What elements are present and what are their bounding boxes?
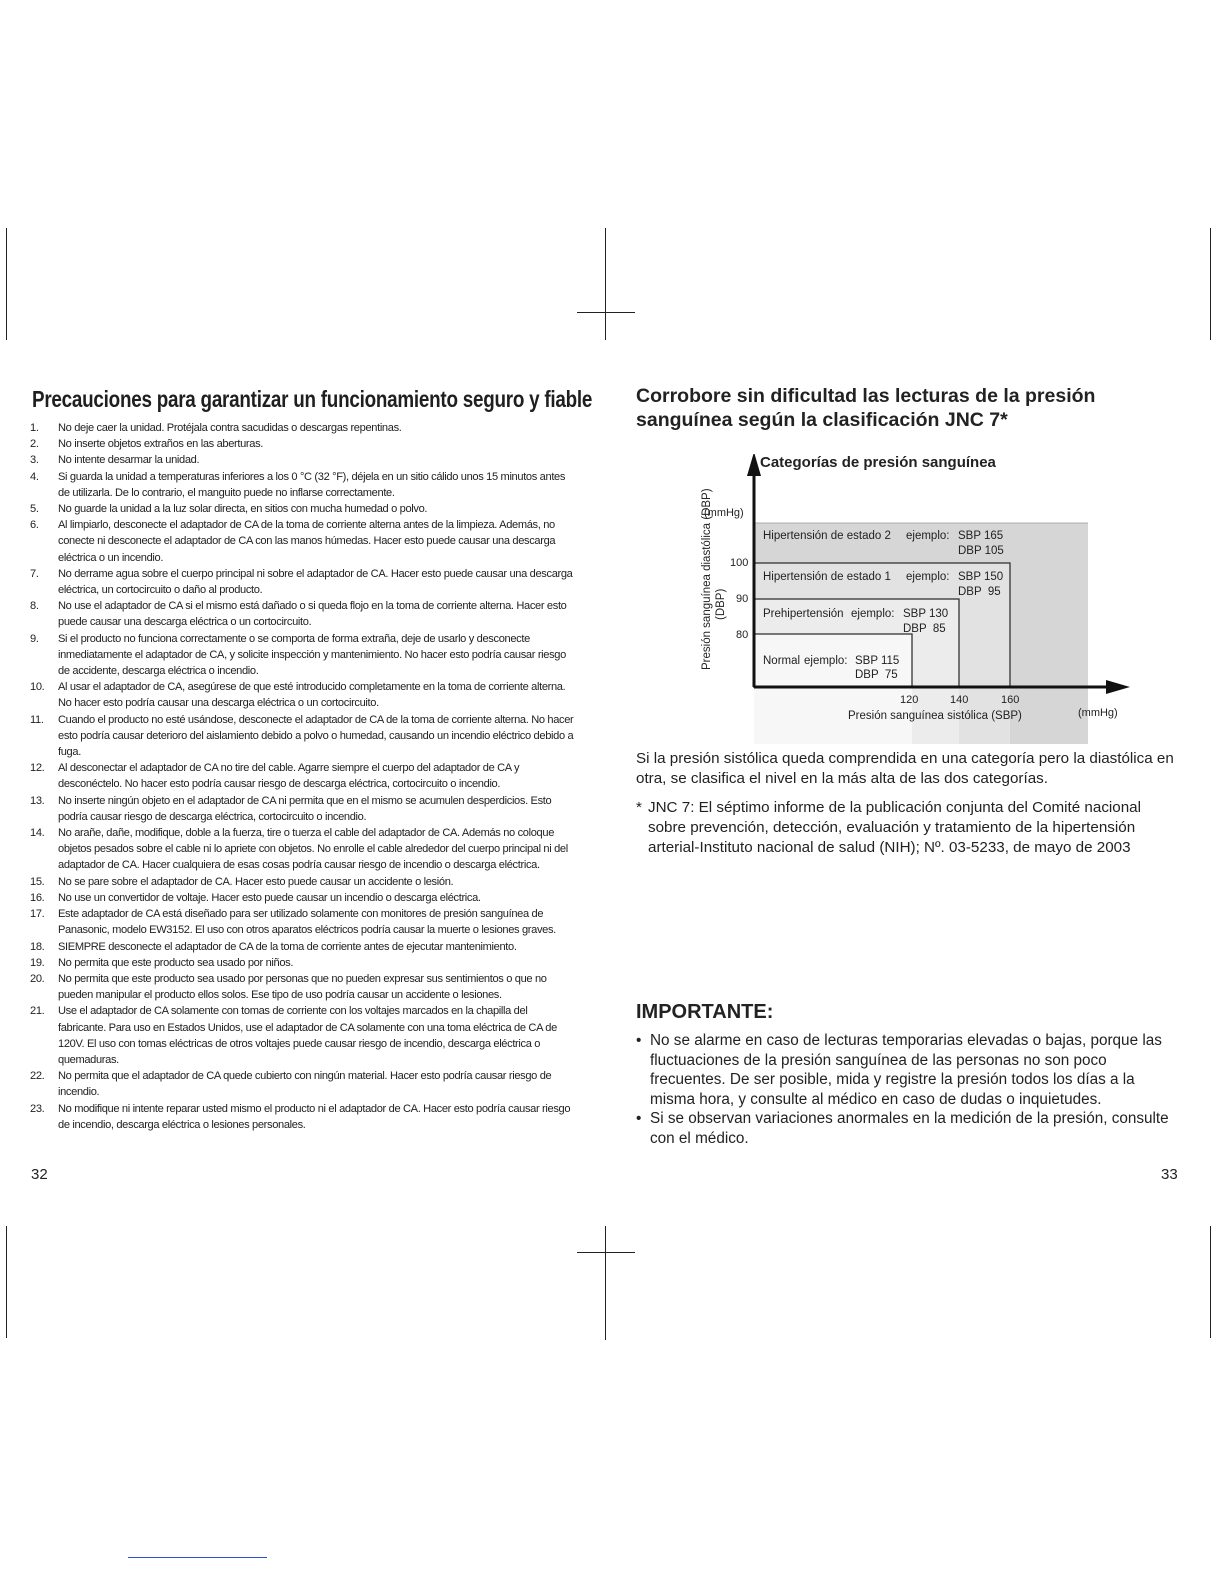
category-example: ejemplo: [906, 571, 950, 583]
chart-title: Categorías de presión sanguínea [760, 454, 996, 471]
important-item: • No se alarme en caso de lecturas temporarias elevadas o bajas, porque las fluctuaciones de la presión sanguínea de las personas no son poco frecuentes. De ser posible, mida y registre la presión todos los días a la misma hora, y consulte al médico en caso de dudas o inquietudes. [636, 1031, 1181, 1109]
precaution-text: No inserte objetos extraños en las aberturas. [58, 438, 264, 451]
precaution-item [30, 906, 578, 938]
precaution-text: No arañe, dañe, modifique, doble a la fuerza, tire o tuerza el cable del adaptador de CA. Además no coloque objetos pesados sobre el cable ni lo apriete con objetos. No enrolle el cable alrededor del cuerpo principal ni del adaptador de CA. Hacer cualquiera de esas cosas podría causar riesgo de incendio o descarga eléctrica. [58, 827, 568, 872]
precaution-number: 4. [30, 470, 39, 483]
precaution-number: 3. [30, 454, 39, 467]
y-tick-label: 100 [730, 557, 749, 569]
precaution-text: No use el adaptador de CA si el mismo está dañado o si queda flojo en la toma de corriente alterna. Hacer esto puede causar una descarga eléctrica o un cortocircuito. [58, 600, 567, 629]
precaution-text: Al desconectar el adaptador de CA no tire del cable. Agarre siempre el cuerpo del adaptador de CA y desconéctelo. No hacer esto podría causar riesgo de descarga eléctrica, cortocircuito o incendio. [58, 762, 520, 791]
region-normal [754, 634, 912, 744]
x-tick-label: 120 [900, 694, 919, 706]
crop-mark [577, 312, 635, 313]
precaution-item [30, 679, 578, 711]
crop-mark [1210, 1226, 1211, 1338]
precaution-item [30, 760, 578, 792]
precaution-text: No intente desarmar la unidad. [58, 454, 200, 467]
category-name: Normal [763, 655, 801, 667]
precaution-item [30, 1068, 578, 1100]
bp-classification-title: Corrobore sin dificultad las lecturas de la presión sanguínea según la clasificación JNC 7* [636, 385, 1096, 431]
category-name: Prehipertensión [763, 608, 844, 620]
category-dbp: DBP 85 [903, 623, 946, 635]
precaution-text: Al limpiarlo, desconecte el adaptador de CA de la toma de corriente alterna antes de la limpieza. Además, no conecte ni desconecte el adaptador de CA con las manos húmedas. Hacer esto puede causar una descarga eléctrica o un incendio. [58, 519, 556, 564]
precaution-text: Cuando el producto no esté usándose, desconecte el adaptador de CA de la toma de corriente alterna. No hacer esto podría causar deterioro del aislamiento debido a polvo o humedad, causando un incendio eléctrico debido a fuga. [58, 713, 574, 759]
precaution-number: 22. [30, 1070, 45, 1083]
category-dbp: DBP 75 [855, 669, 898, 681]
precaution-item [30, 825, 578, 874]
precaution-item [30, 501, 578, 517]
x-tick-label: 160 [1001, 694, 1020, 706]
precaution-number: 13. [30, 794, 45, 807]
precaution-number: 11. [30, 713, 44, 726]
precaution-number: 7. [30, 567, 39, 580]
precaution-number: 6. [30, 519, 39, 532]
important-item: • Si se observan variaciones anormales en la medición de la presión, consulte con el médico. [636, 1109, 1181, 1148]
precaution-item [30, 1003, 578, 1068]
crop-mark [577, 1252, 635, 1253]
precaution-number: 19. [30, 956, 45, 969]
precaution-number: 5. [30, 503, 39, 516]
classification-paragraph: Si la presión sistólica queda comprendida en una categoría pero la diastólica en otra, se clasifica el nivel en la más alta de las dos categorías. [636, 750, 1174, 787]
page-number-left: 32 [31, 1166, 48, 1183]
precaution-text: No use un convertidor de voltaje. Hacer esto puede causar un incendio o descarga eléctrica. [58, 891, 481, 904]
important-title: IMPORTANTE: [636, 1001, 774, 1023]
precaution-item [30, 793, 578, 825]
precaution-text: Al usar el adaptador de CA, asegúrese de que esté introducido completamente en la toma de corriente alterna. No hacer esto podría causar una descarga eléctrica o un cortocircuito. [58, 681, 566, 710]
precaution-number: 21. [30, 1005, 45, 1018]
category-sbp: SBP 150 [958, 571, 1004, 583]
category-sbp: SBP 115 [855, 655, 900, 667]
category-example: ejemplo: [906, 530, 950, 542]
precaution-item [30, 469, 578, 501]
category-sbp: SBP 165 [958, 530, 1004, 542]
y-tick-label: 80 [736, 629, 749, 641]
precaution-number: 8. [30, 600, 39, 613]
precaution-text: No permita que este producto sea usado por personas que no pueden expresar sus sentimientos o que no pueden manipular el producto ellos solos. Ese tipo de uso podría causar un accidente o lesiones. [58, 972, 547, 1002]
crop-mark [6, 228, 7, 340]
precautions-list [30, 420, 578, 1133]
precaution-text: No inserte ningún objeto en el adaptador de CA ni permita que en el mismo se acumulen desperdicios. Esto podría causar riesgo de descarga eléctrica, cortocircuito o incendio. [58, 794, 552, 823]
precaution-number: 14. [30, 827, 45, 840]
right-page [636, 384, 1181, 1147]
precaution-item [30, 436, 578, 452]
category-name: Hipertensión de estado 1 [763, 571, 891, 583]
bp-chart [696, 454, 1136, 744]
x-axis-arrow [1106, 680, 1130, 694]
y-tick-label: 90 [736, 593, 749, 605]
precaution-number: 2. [30, 438, 39, 451]
y-axis-arrow [747, 454, 761, 476]
y-axis-label: Presión sanguínea diastólica (DBP) [701, 488, 713, 670]
x-unit-label: (mmHg) [1078, 707, 1118, 719]
precaution-number: 18. [30, 940, 45, 953]
precaution-item [30, 955, 578, 971]
precaution-text: Si el producto no funciona correctamente o se comporta de forma extraña, deje de usarlo y desconecte inmediatamente el adaptador de CA, y solicite inspección y mantenimiento. No hacer esto podría causar riesgo de accidente, descarga eléctrica o incendio. [58, 632, 566, 678]
precaution-item [30, 1101, 578, 1133]
precaution-item [30, 598, 578, 630]
precaution-text: No modifique ni intente reparar usted mismo el producto ni el adaptador de CA. Hacer esto podría causar riesgo de incendio, descarga eléctrica o lesiones personales. [58, 1102, 571, 1131]
precaution-number: 12. [30, 762, 45, 775]
precaution-text: No permita que el adaptador de CA quede cubierto con ningún material. Hacer esto podría causar riesgo de incendio. [58, 1070, 552, 1099]
category-sbp: SBP 130 [903, 608, 949, 620]
x-tick-label: 140 [950, 694, 969, 706]
category-dbp: DBP 105 [958, 545, 1004, 557]
precaution-text: Use el adaptador de CA solamente con tomas de corriente con los voltajes marcados en la chapilla del fabricante. Para uso en Estados Unidos, use el adaptador de CA solamente con una toma eléctrica de CA de 120V. El uso con tomas eléctricas de otros voltajes puede causar riesgo de incendio, descarga eléctrica o quemaduras. [58, 1005, 557, 1066]
precaution-item [30, 712, 578, 761]
precaution-text: No guarde la unidad a la luz solar directa, en sitios con mucha humedad o polvo. [58, 503, 428, 516]
precaution-item [30, 452, 578, 468]
page-number-right: 33 [1161, 1166, 1178, 1183]
precaution-item [30, 874, 578, 890]
crop-mark [6, 1226, 7, 1338]
precaution-item [30, 420, 578, 436]
precaution-number: 15. [30, 875, 45, 888]
category-example: ejemplo: [804, 655, 848, 667]
precaution-item [30, 890, 578, 906]
precaution-text: No derrame agua sobre el cuerpo principal ni sobre el adaptador de CA. Hacer esto puede causar una descarga eléctrica, un cortocircuito o daño al producto. [58, 567, 573, 597]
precaution-number: 10. [30, 681, 45, 694]
precaution-text: No deje caer la unidad. Protéjala contra sacudidas o descargas repentinas. [58, 422, 402, 434]
precaution-text: Si guarda la unidad a temperaturas inferiores a los 0 °C (32 °F), déjela en un sitio cálido unos 15 minutos antes de utilizarla. De lo contrario, el manguito puede no inflarse correctamente. [58, 470, 566, 499]
precaution-item [30, 566, 578, 598]
left-page [30, 384, 593, 1133]
footnote-text: JNC 7: El séptimo informe de la publicación conjunta del Comité nacional sobre prevención, detección, evaluación y tratamiento de la hipertensión arterial-Instituto nacional de salud (NIH); Nº. 03-5233, de mayo de 2003 [648, 799, 1142, 856]
footnote-mark: * [636, 799, 642, 816]
precaution-number: 17. [30, 908, 45, 921]
y-unit-label: (mmHg) [704, 507, 744, 519]
chart-svg [696, 454, 1136, 744]
precaution-text: No se pare sobre el adaptador de CA. Hacer esto puede causar un accidente o lesión. [58, 875, 454, 888]
crop-mark [605, 228, 606, 340]
category-name: Hipertensión de estado 2 [763, 530, 891, 542]
crop-mark [605, 1226, 606, 1340]
precaution-number: 16. [30, 891, 45, 904]
important-list [636, 1031, 1181, 1148]
precaution-text: No permita que este producto sea usado por niños. [58, 956, 294, 969]
category-dbp: DBP 95 [958, 586, 1001, 598]
category-example: ejemplo: [851, 608, 895, 620]
precaution-number: 1. [30, 422, 39, 434]
precaution-item [30, 517, 578, 566]
precaution-item [30, 971, 578, 1003]
precaution-number: 9. [30, 632, 39, 645]
precaution-text: SIEMPRE desconecte el adaptador de CA de la toma de corriente antes de ejecutar mantenimiento. [58, 940, 517, 953]
precaution-item [30, 631, 578, 680]
y-axis-sub-label: (DBP) [715, 588, 727, 620]
precaution-number: 20. [30, 972, 45, 985]
precaution-text: Este adaptador de CA está diseñado para ser utilizado solamente con monitores de presión sanguínea de Panasonic, modelo EW3152. El uso con otros aparatos eléctricos podría causar la muerte o lesiones graves. [58, 908, 556, 937]
x-axis-label: Presión sanguínea sistólica (SBP) [848, 710, 1022, 722]
crop-mark [1210, 228, 1211, 340]
precaution-item [30, 939, 578, 955]
precautions-title: Precauciones para garantizar un funcionamiento seguro y fiable [32, 386, 593, 412]
precaution-number: 23. [30, 1102, 45, 1115]
footnote [636, 798, 1181, 858]
link-underline [128, 1557, 267, 1558]
